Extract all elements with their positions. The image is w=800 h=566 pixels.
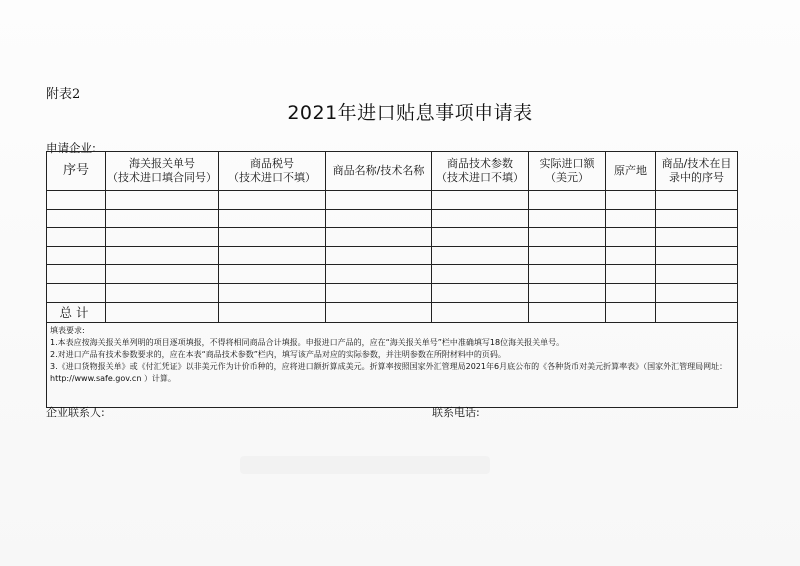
total-row — [47, 302, 738, 322]
notes-cell — [47, 322, 738, 407]
table-row — [47, 246, 738, 265]
note-item-2: 2.对进口产品有技术参数要求的，应在本表“商品技术参数”栏内，填写该产品对应的实际参数，并注明参数在所附材料中的页码。 — [50, 349, 506, 359]
applicant-label: 申请企业: — [46, 141, 96, 155]
table-header-row — [47, 152, 738, 191]
header-import-amount: 实际进口额 （美元） — [529, 152, 606, 191]
scan-artifact — [240, 456, 490, 474]
contact-phone-label: 联系电话: — [432, 406, 480, 419]
application-table — [46, 151, 738, 408]
header-tech-params: 商品技术参数 （技术进口不填） — [432, 152, 529, 191]
table-row — [47, 283, 738, 302]
note-item-3: 3.《进口货物报关单》或《付汇凭证》以非美元作为计价币种的，应将进口额折算成美元。折算率按照国家外汇管理局2021年6月底公布的《各种货币对美元折算率表》（国家外汇管理局网址：http://www.safe.gov.cn ）计算。 — [50, 361, 728, 383]
table-row — [47, 191, 738, 210]
notes-heading: 填表要求: — [50, 325, 85, 335]
header-catalog-number: 商品/技术在目 录中的序号 — [656, 152, 738, 191]
header-seq: 序号 — [47, 152, 106, 191]
header-customs-number: 海关报关单号 （技术进口填合同号） — [106, 152, 219, 191]
attachment-label: 附表2 — [46, 87, 81, 102]
table-row — [47, 209, 738, 228]
table-row — [47, 265, 738, 284]
note-item-1: 1.本表应按海关报关单列明的项目逐项填报，不得将相同商品合计填报。申报进口产品的，应在“海关报关单号”栏中准确填写18位海关报关单号。 — [50, 337, 565, 347]
header-product-name: 商品名称/技术名称 — [326, 152, 432, 191]
total-label: 总计 — [47, 302, 106, 322]
header-origin: 原产地 — [606, 152, 656, 191]
notes-row — [47, 322, 738, 407]
contact-person-label: 企业联系人: — [46, 406, 105, 419]
table-row — [47, 228, 738, 247]
header-tax-number: 商品税号 （技术进口不填） — [219, 152, 326, 191]
page-title: 2021年进口贴息事项申请表 — [287, 102, 533, 124]
